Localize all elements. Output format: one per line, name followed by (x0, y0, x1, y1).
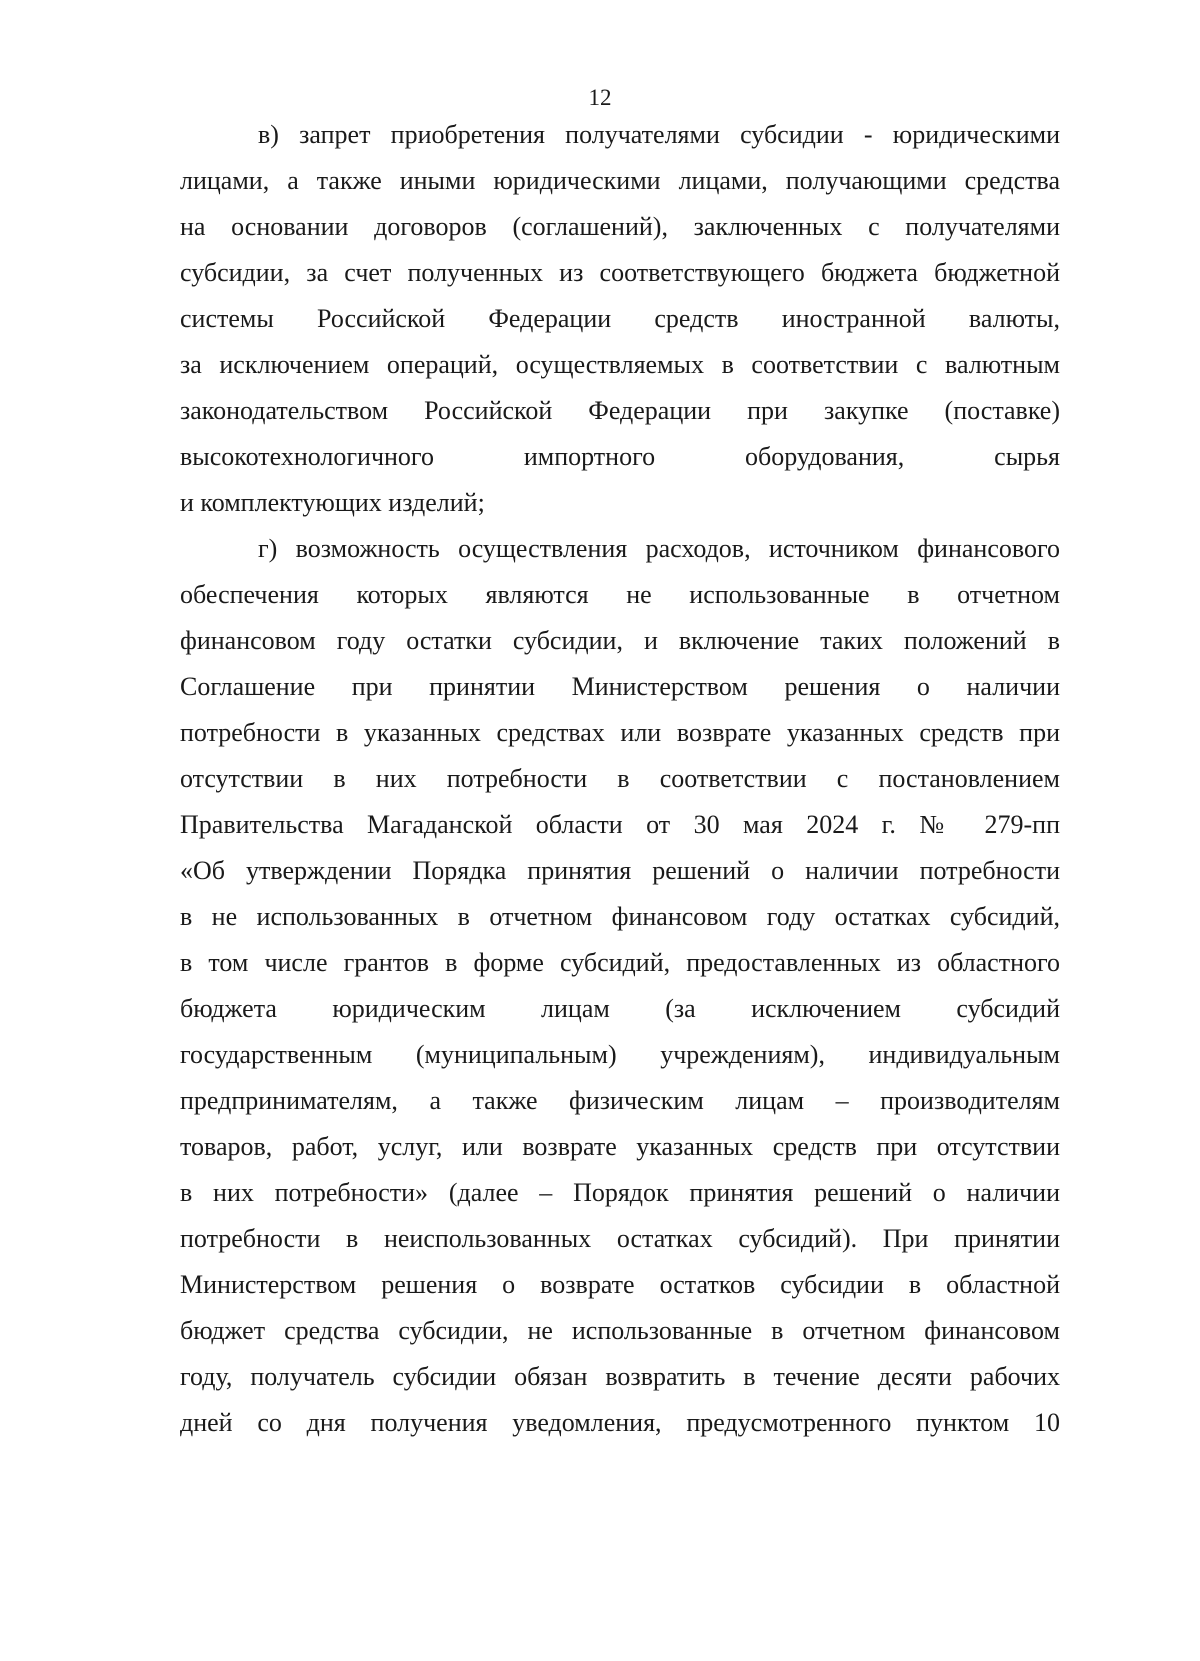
text-line-22: предпринимателям, а также физическим лицам – производителям (180, 1086, 1060, 1115)
text-line-27: бюджет средства субсидии, не использованные в отчетном финансовом (180, 1316, 1060, 1345)
text-line-9: и комплектующих изделий; (180, 488, 485, 517)
text-line-4: субсидии, за счет полученных из соответствующего бюджета бюджетной (180, 258, 1060, 287)
text-line-11: обеспечения которых являются не использованные в отчетном (180, 580, 1060, 609)
text-line-15: отсутствии в них потребности в соответствии с постановлением (180, 764, 1060, 793)
text-line-23: товаров, работ, услуг, или возврате указанных средств при отсутствии (180, 1132, 1060, 1161)
text-line-13: Соглашение при принятии Министерством решения о наличии (180, 672, 1060, 701)
text-line-16: Правительства Магаданской области от 30 мая 2024 г. № 279-пп (180, 810, 1060, 839)
text-line-8: высокотехнологичного импортного оборудования, сырья (180, 442, 1060, 471)
text-line-25: потребности в неиспользованных остатках субсидий). При принятии (180, 1224, 1060, 1253)
text-line-26: Министерством решения о возврате остатков субсидии в областной (180, 1270, 1060, 1299)
text-line-7: законодательством Российской Федерации при закупке (поставке) (180, 396, 1060, 425)
text-line-12: финансовом году остатки субсидии, и включение таких положений в (180, 626, 1060, 655)
text-line-19: в том числе грантов в форме субсидий, предоставленных из областного (180, 948, 1060, 977)
text-line-17: «Об утверждении Порядка принятия решений о наличии потребности (180, 856, 1060, 885)
text-line-21: государственным (муниципальным) учреждениям), индивидуальным (180, 1040, 1060, 1069)
page-number: 12 (588, 85, 612, 110)
text-line-2: лицами, а также иными юридическими лицами, получающими средства (180, 166, 1060, 195)
text-line-1: в) запрет приобретения получателями субсидии - юридическими (258, 120, 1060, 149)
text-line-5: системы Российской Федерации средств иностранной валюты, (180, 304, 1060, 333)
text-line-6: за исключением операций, осуществляемых в соответствии с валютным (180, 350, 1060, 379)
text-line-29: дней со дня получения уведомления, предусмотренного пунктом 10 (180, 1408, 1060, 1437)
text-line-10: г) возможность осуществления расходов, источником финансового (258, 534, 1060, 563)
text-line-20: бюджета юридическим лицам (за исключением субсидий (180, 994, 1060, 1023)
text-line-14: потребности в указанных средствах или возврате указанных средств при (180, 718, 1060, 747)
text-line-28: году, получатель субсидии обязан возвратить в течение десяти рабочих (180, 1362, 1060, 1391)
text-line-24: в них потребности» (далее – Порядок принятия решений о наличии (180, 1178, 1060, 1207)
text-line-18: в не использованных в отчетном финансовом году остатках субсидий, (180, 902, 1060, 931)
text-line-3: на основании договоров (соглашений), заключенных с получателями (180, 212, 1060, 241)
